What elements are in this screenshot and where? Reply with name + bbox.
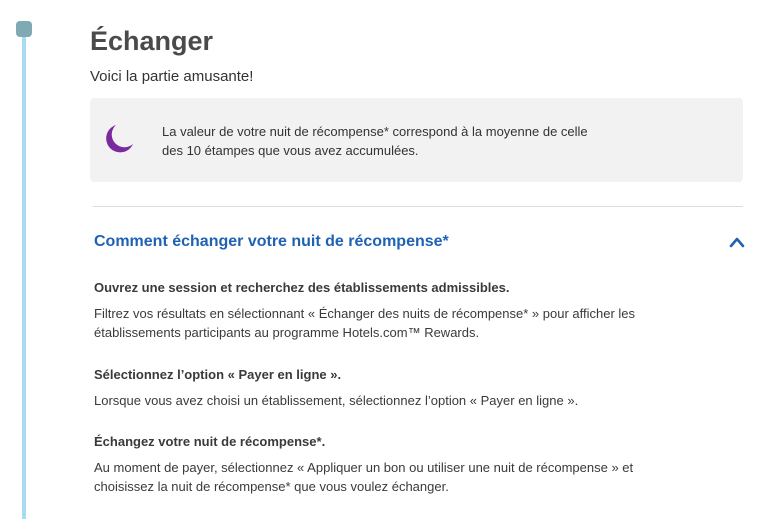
timeline-line	[22, 30, 26, 519]
redeem-step-3	[94, 433, 694, 496]
accordion-title: Comment échanger votre nuit de récompense*	[94, 233, 449, 250]
redeem-step-2	[94, 366, 694, 411]
timeline-step-marker	[16, 21, 32, 37]
step-1-body-line-1: Filtrez vos résultats en sélectionnant « Échanger des nuits de récompense* » pour afficher les	[94, 306, 636, 321]
how-to-redeem-accordion-toggle[interactable]	[94, 227, 744, 257]
moon-icon	[102, 122, 136, 156]
redeem-step-1	[94, 279, 694, 342]
info-line-2: des 10 étampes que vous avez accumulées.	[162, 143, 419, 158]
step-2-title: Sélectionnez l’option « Payer en ligne ».	[94, 367, 342, 382]
reward-night-info-text	[162, 122, 642, 160]
step-2-body-line-1: Lorsque vous avez choisi un établissement, sélectionnez l’option « Payer en ligne ».	[94, 393, 579, 408]
section-subtitle: Voici la partie amusante!	[90, 68, 254, 85]
reward-night-info-box	[90, 98, 743, 182]
info-line-1: La valeur de votre nuit de récompense* correspond à la moyenne de celle	[162, 124, 588, 139]
step-3-body-line-2: choisissez la nuit de récompense* que vous voulez échanger.	[94, 478, 449, 494]
section-divider	[93, 206, 743, 207]
step-1-body-line-2: établissements participants au programme Hotels.com™ Rewards.	[94, 324, 480, 340]
step-1-body	[94, 305, 694, 342]
step-3-body-line-1: Au moment de payer, sélectionnez « Appliquer un bon ou utiliser une nuit de récompense » et	[94, 460, 634, 475]
step-1-title: Ouvrez une session et recherchez des établissements admissibles.	[94, 280, 510, 295]
step-2-body	[94, 392, 694, 411]
step-3-title: Échangez votre nuit de récompense*.	[94, 434, 326, 449]
step-3-body	[94, 459, 694, 496]
section-title: Échanger	[90, 26, 214, 56]
chevron-up-icon[interactable]	[729, 235, 745, 249]
